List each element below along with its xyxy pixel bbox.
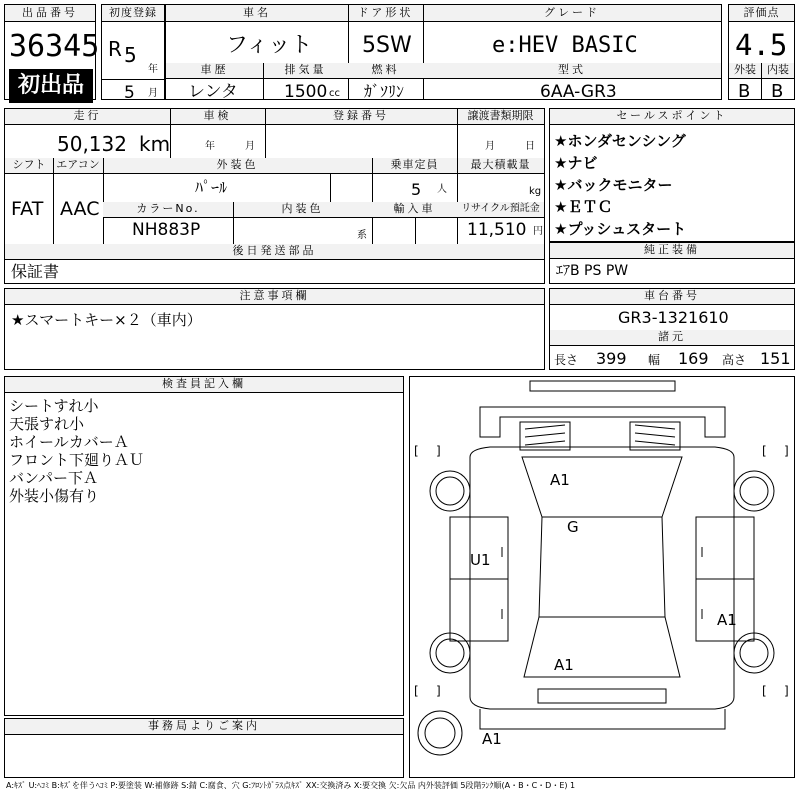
transfer-month-unit: 月 — [485, 141, 495, 152]
exterior-label: 外装 — [729, 63, 761, 79]
capacity: 5 — [411, 180, 422, 199]
inspector-note: 外装小傷有り — [9, 487, 100, 505]
inspector-note: ホイールカバーＡ — [9, 433, 129, 451]
ac-label: エアコン — [53, 158, 103, 174]
details-grid — [4, 108, 545, 284]
displacement: 1500 — [284, 82, 328, 102]
capacity-label: 乗車定員 — [372, 158, 457, 174]
damage-mark-left-door: U1 — [470, 551, 491, 569]
selling-point: ★ホンダセンシング — [554, 132, 686, 150]
year-unit: 年 — [148, 64, 158, 75]
main-info-box — [165, 4, 722, 100]
selling-point: ★バックモニター — [554, 176, 673, 194]
first-listing-badge: 初出品 — [9, 69, 93, 103]
svg-text:]: ] — [436, 684, 441, 698]
chassis-number: GR3-1321610 — [618, 308, 729, 327]
fuel-label: 燃料 — [348, 63, 423, 79]
vehicle-diagram — [409, 376, 795, 778]
svg-text:[: [ — [414, 684, 419, 698]
inspector-box — [4, 376, 404, 716]
load-unit: kg — [529, 186, 542, 197]
length: 399 — [596, 349, 627, 368]
width: 169 — [678, 349, 709, 368]
air-conditioner: AAC — [60, 198, 100, 220]
office-box — [4, 718, 404, 778]
mileage-unit: km — [139, 132, 171, 156]
chassis-box — [549, 288, 795, 370]
door-label: ドア形状 — [348, 5, 423, 22]
notes-label: 注意事項欄 — [5, 289, 544, 305]
history: レンタ — [188, 82, 238, 102]
car-name-label: 車名 — [166, 5, 348, 22]
interior-label: 内装 — [762, 63, 794, 79]
length-label: 長さ — [554, 353, 579, 367]
inspection-month-unit: 月 — [245, 141, 255, 152]
capacity-unit: 人 — [437, 184, 447, 195]
selling-point: ★ナビ — [554, 154, 598, 172]
damage-mark-rear-bumper: A1 — [482, 730, 502, 748]
color-number-label: カラーNo. — [103, 202, 233, 218]
selling-points-box — [549, 108, 795, 242]
displacement-unit: cc — [329, 88, 340, 99]
score-box — [728, 4, 795, 100]
exterior-grade: B — [738, 81, 751, 102]
mileage-label: 走行 — [5, 109, 170, 125]
height: 151 — [760, 349, 791, 368]
inspector-note: バンパー下Ａ — [9, 469, 98, 487]
shift: FAT — [11, 198, 44, 220]
svg-text:[: [ — [414, 444, 419, 458]
interior-color-unit: 系 — [357, 230, 367, 241]
color-number: NH883P — [132, 220, 201, 240]
vehicle-outline — [410, 377, 794, 777]
recycle-deposit: 11,510 — [467, 220, 527, 240]
damage-mark-right-rear: A1 — [717, 611, 737, 629]
svg-text:[: [ — [762, 684, 767, 698]
grade: e:HEV BASIC — [492, 33, 638, 58]
import-label: 輸入車 — [372, 202, 457, 218]
exterior-color: ﾊﾟｰﾙ — [195, 178, 228, 197]
damage-mark-roof: G — [567, 518, 579, 536]
inspection-label: 車検 — [170, 109, 265, 125]
registration-month: 5 — [124, 83, 135, 103]
registration-year: 5 — [124, 43, 137, 67]
equipment: ｴｱB PS PW — [556, 263, 629, 279]
damage-mark-trunk: A1 — [554, 656, 574, 674]
inspector-note: フロント下廻りＡＵ — [9, 451, 145, 469]
load-label: 最大積載量 — [457, 158, 544, 174]
interior-color-label: 内装色 — [233, 202, 372, 218]
door-type: 5SW — [362, 33, 412, 58]
fuel: ｶﾞｿﾘﾝ — [364, 82, 405, 101]
lot-number-box — [4, 4, 100, 100]
recycle-unit: 円 — [533, 226, 543, 237]
shift-label: シフト — [5, 158, 53, 174]
registration-no-label: 登録番号 — [265, 109, 457, 125]
mileage: 50,132 — [57, 132, 127, 156]
later-parts-label: 後日発送部品 — [5, 244, 544, 260]
lot-number-label: 出品番号 — [5, 5, 95, 22]
first-registration-box — [101, 4, 165, 103]
recycle-label: リサイクル預託金 — [457, 202, 544, 218]
selling-point: ★プッシュスタート — [554, 220, 687, 238]
month-unit: 月 — [148, 88, 158, 99]
selling-points-label: セールスポイント — [550, 109, 794, 125]
height-label: 高さ — [722, 353, 747, 367]
notes: ★スマートキー×２（車内） — [11, 311, 202, 329]
svg-text:]: ] — [436, 444, 441, 458]
inspection-year-unit: 年 — [205, 141, 215, 152]
displacement-label: 排気量 — [263, 63, 348, 79]
color-label: 外装色 — [103, 158, 372, 174]
era: R — [108, 37, 122, 61]
overall-score: 4.5 — [735, 28, 788, 62]
svg-text:]: ] — [784, 444, 789, 458]
model-label: 型式 — [423, 63, 721, 79]
inspector-label: 検査員記入欄 — [5, 377, 403, 393]
chassis-label: 車台番号 — [550, 289, 794, 305]
notes-box — [4, 288, 545, 370]
specs-label: 諸元 — [550, 330, 794, 346]
interior-grade: B — [771, 81, 784, 102]
width-label: 幅 — [648, 353, 661, 367]
transfer-day-unit: 日 — [525, 141, 535, 152]
selling-point: ★ＥＴＣ — [554, 198, 613, 216]
history-label: 車歴 — [166, 63, 263, 79]
model-code: 6AA-GR3 — [540, 82, 617, 102]
inspector-note: 天張すれ小 — [9, 415, 85, 433]
score-label: 評価点 — [729, 5, 794, 22]
svg-text:[: [ — [762, 444, 767, 458]
transfer-deadline-label: 譲渡書類期限 — [457, 109, 544, 125]
later-parts: 保証書 — [11, 262, 60, 281]
equipment-label: 純正装備 — [550, 243, 794, 259]
damage-mark-hood: A1 — [550, 471, 570, 489]
office-label: 事務局よりご案内 — [5, 719, 403, 735]
lot-number: 36345 — [9, 29, 100, 64]
damage-legend: A:ｷｽﾞ U:ﾍｺﾐ B:ｷｽﾞを伴うﾍｺﾐ P:要塗装 W:補修跡 S:錆 C:腐食、穴 G:ﾌﾛﾝﾄｶﾞﾗｽ点ｷｽﾞ XX:交換済み X:要交換 欠:欠品 内外装評価 5段階ﾗﾝｸ順(A・B・C・D・E) 1 — [6, 781, 576, 790]
inspector-note: シートすれ小 — [9, 397, 99, 415]
grade-label: グレード — [423, 5, 721, 22]
svg-text:]: ] — [784, 684, 789, 698]
equipment-box — [549, 242, 795, 284]
first-registration-label: 初度登録 — [102, 5, 164, 22]
car-name: フィット — [226, 33, 313, 58]
